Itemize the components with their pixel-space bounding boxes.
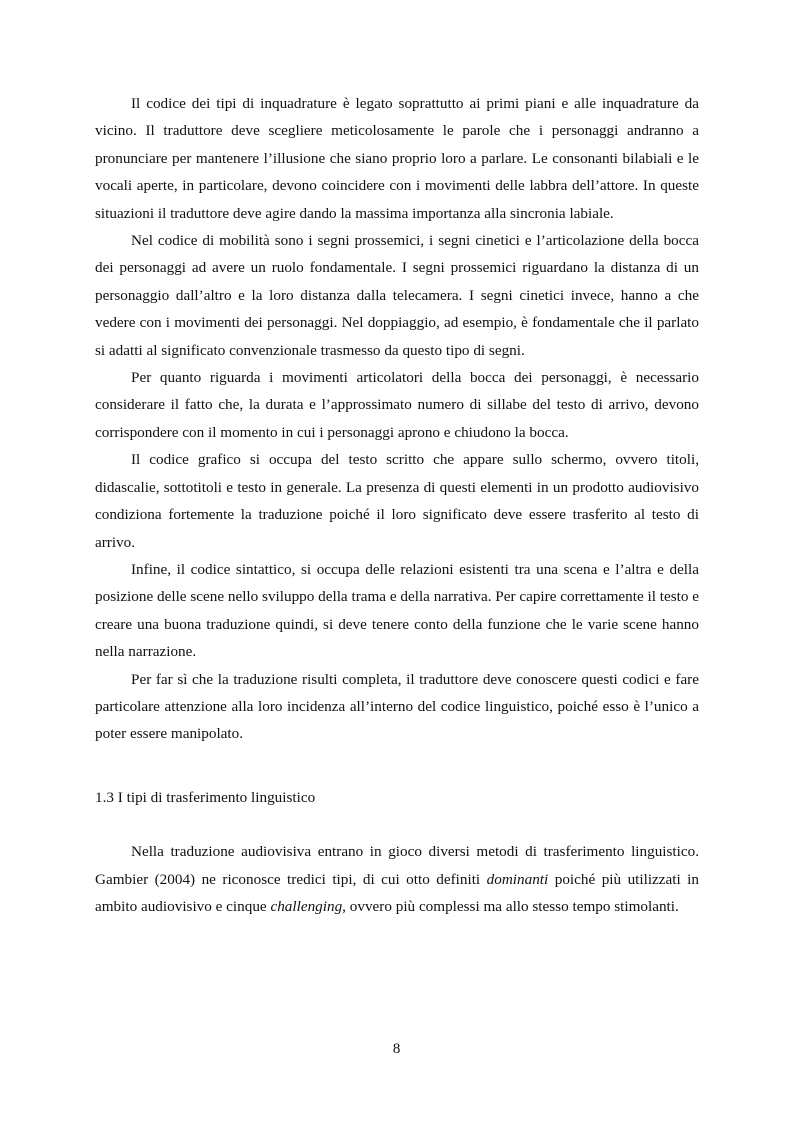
paragraph-mobilita: Nel codice di mobilità sono i segni prossemici, i segni cinetici e l’articolazione della bocca dei personaggi ad avere un ruolo fondamentale. I segni prossemici riguardano la distanza di un personaggio dall’altro e la loro distanza dalla telecamera. I segni cinetici invece, hanno a che vedere con i movimenti dei personaggi. Nel doppiaggio, ad esempio, è fondamentale che il parlato si adatti al significato convenzionale trasmesso da questo tipo di segni.	[95, 232, 699, 359]
paragraph-conclusione: Per far sì che la traduzione risulti completa, il traduttore deve conoscere questi codici e fare particolare attenzione alla loro incidenza all’interno del codice linguistico, poiché esso è l’unico a poter essere manipolato.	[95, 670, 699, 743]
italic-term-dominanti: dominanti	[486, 870, 549, 888]
document-body	[95, 90, 699, 920]
italic-term-challenging: challenging	[270, 897, 343, 915]
paragraph-text-part: Nella traduzione audiovisiva entrano in gioco diversi metodi di trasferimento linguistico. Gambier (2004) ne riconosce tredici tipi, di cui otto definiti	[95, 843, 699, 888]
section-heading: 1.3 I tipi di trasferimento linguistico	[95, 788, 316, 806]
paragraph-inquadrature: Il codice dei tipi di inquadrature è legato soprattutto ai primi piani e alle inquadrature da vicino. Il traduttore deve scegliere meticolosamente le parole che i personaggi andranno a pronunciare per mantenere l’illusione che siano proprio loro a parlare. Le consonanti bilabiali e le vocali aperte, in particolare, devono coincidere con i movimenti delle labbra dell’attore. In queste situazioni il traduttore deve agire dando la massima importanza alla sincronia labiale.	[95, 95, 699, 222]
paragraph-text-part: poiché più utilizzati in ambito audiovisivo e cinque	[95, 870, 699, 915]
paragraph-movimenti-articolatori: Per quanto riguarda i movimenti articolatori della bocca dei personaggi, è necessario considerare il fatto che, la durata e l’approssimato numero di sillabe del testo di arrivo, devono corrispondere con il momento in cui i personaggi aprono e chiudono la bocca.	[95, 369, 699, 441]
paragraph-codice-grafico: Il codice grafico si occupa del testo scritto che appare sullo schermo, ovvero titoli, didascalie, sottotitoli e testo in generale. La presenza di questi elementi in un prodotto audiovisivo condiziona fortemente la traduzione poiché il loro significato deve essere trasferito al testo di arrivo.	[95, 451, 699, 551]
paragraph-codice-sintattico: Infine, il codice sintattico, si occupa delle relazioni esistenti tra una scena e l’altra e della posizione delle scene nello sviluppo della trama e della narrativa. Per capire correttamente il testo e creare una buona traduzione quindi, si deve tenere conto della funzione che le varie scene hanno nella narrazione.	[95, 560, 699, 661]
paragraph-trasferimento	[95, 838, 699, 920]
paragraph-text-part: , ovvero più complessi ma allo stesso tempo stimolanti.	[342, 897, 679, 915]
page-number: 8	[392, 1040, 401, 1057]
